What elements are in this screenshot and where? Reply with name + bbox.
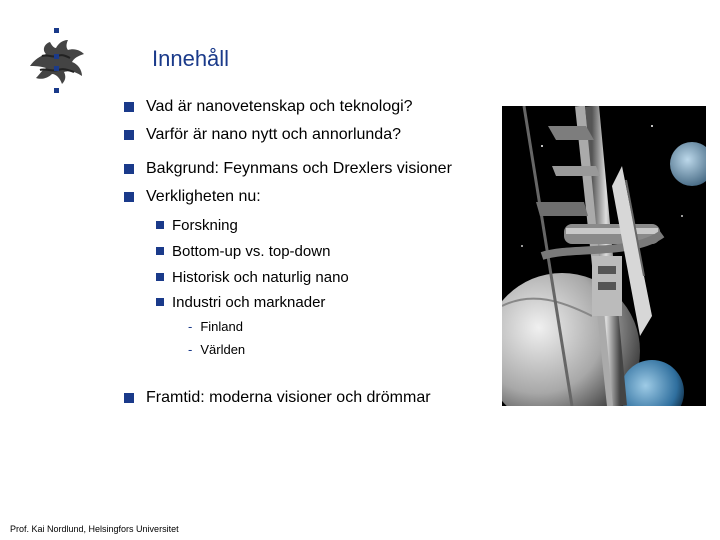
square-bullet-icon [124, 192, 134, 202]
bullet-item [124, 96, 413, 118]
square-bullet-icon [156, 298, 164, 306]
bullet-text: Varför är nano nytt och annorlunda? [146, 126, 401, 143]
page-title: Innehåll [152, 46, 230, 71]
space-station-image [502, 106, 706, 406]
sub-sub-bullet-item [188, 317, 243, 335]
university-logo-icon [22, 26, 92, 94]
square-bullet-icon [124, 164, 134, 174]
square-bullet-icon [124, 102, 134, 112]
sub-bullet-text: Forskning [172, 216, 238, 234]
sub-bullet-text: Industri och marknader [172, 293, 326, 311]
sub-bullet-text: Historisk och naturlig nano [172, 268, 349, 286]
sub-sub-bullet-text: Världen [200, 341, 246, 357]
bullet-item [124, 387, 431, 409]
footer-text: Prof. Kai Nordlund, Helsingfors Universitet [10, 524, 179, 534]
bullet-text: Framtid: moderna visioner och drömmar [146, 389, 431, 406]
bullet-item [124, 158, 452, 180]
bullet-item [124, 124, 401, 146]
sub-bullet-item [156, 241, 330, 261]
dash-bullet-icon: - [188, 318, 193, 334]
sub-bullet-text: Bottom-up vs. top-down [172, 242, 331, 260]
square-bullet-icon [124, 130, 134, 140]
bullet-text: Vad är nanovetenskap och teknologi? [146, 98, 413, 115]
sub-bullet-item [156, 267, 349, 287]
dash-bullet-icon: - [188, 341, 193, 357]
bullet-item [124, 186, 261, 208]
bullet-text: Verkligheten nu: [146, 188, 261, 205]
square-bullet-icon [156, 221, 164, 229]
bullet-text: Bakgrund: Feynmans och Drexlers visioner [146, 160, 452, 177]
square-bullet-icon [124, 393, 134, 403]
square-bullet-icon [156, 247, 164, 255]
sub-sub-bullet-item [188, 340, 245, 358]
square-bullet-icon [156, 273, 164, 281]
sub-bullet-item [156, 215, 238, 235]
sub-sub-bullet-text: Finland [200, 318, 243, 334]
sub-bullet-item [156, 292, 325, 312]
